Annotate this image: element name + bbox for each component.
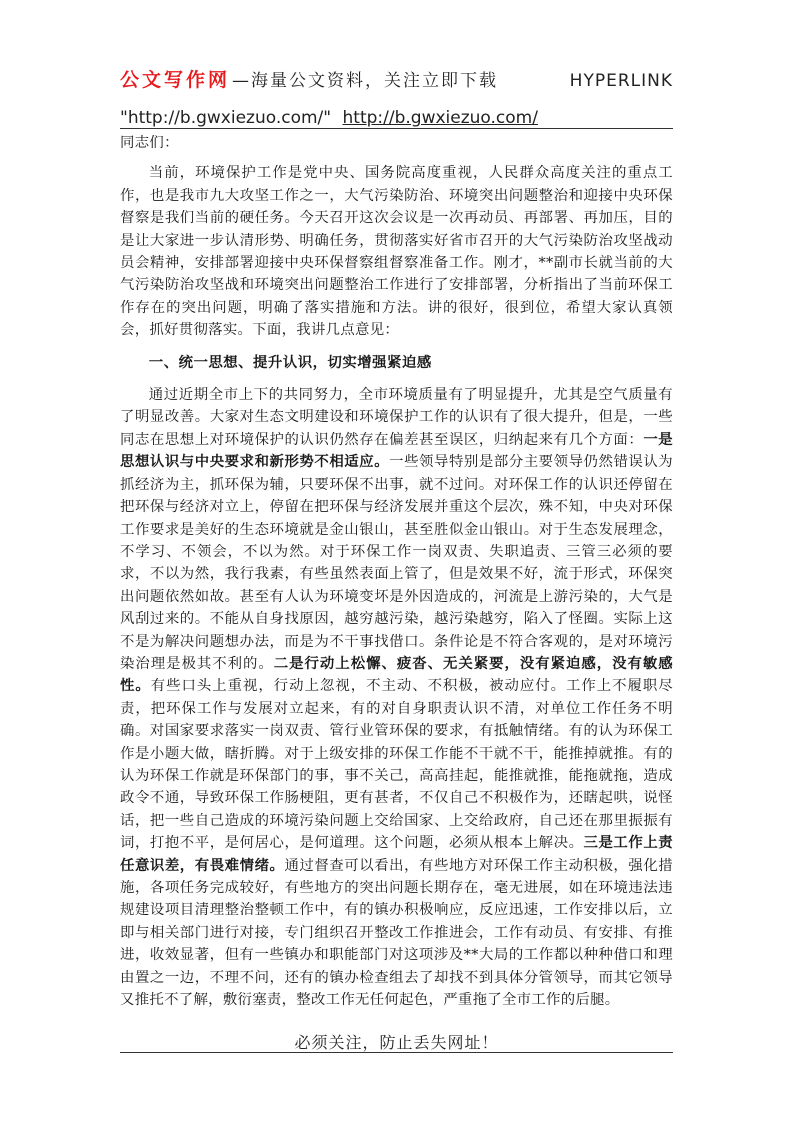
paragraph-text: 一些领导特别是部分主要领导仍然错误认为抓经济为主，抓环保为辅，只要环保不出事，就不过问。对环保工作的认识还停留在把环保与经济对立上，停留在把环保与经济发展并重这个层次，殊不知，中央对环保工作要求是美好的生态环境就是金山银山，甚至胜似金山银山。对于生态发展理念，不学习、不领会，不以为然。对于环保工作一岗双责、失职追责、三管三必须的要求，不以为然，我行我素，有些虽然表面上管了，但是效果不好，流于形式，环保突出问题依然如故。甚至有人认为环境变坏是外因造成的，河流是上游污染的，大气是风刮过来的。不能从自身找原因，越穷越污染，越污染越穷，陷入了怪圈。实际上这不是为解决问题想办法，而是为不干事找借口。条件论是不符合客观的，是对环境污染治理是极其不利的。 <box>120 454 673 672</box>
bold-point-3: 三是工作上责任意识差，有畏难情绪。 <box>120 834 673 874</box>
section-1-paragraph <box>120 384 673 1011</box>
hyperlink-field-code: HYPERLINK <box>569 71 673 91</box>
footer-divider <box>120 1052 673 1053</box>
paragraph-text: 通过近期全市上下的共同努力，全市环境质量有了明显提升，尤其是空气质量有了明显改善。大家对生态文明建设和环境保护工作的认识有了很大提升，但是，一些同志在思想上对环境保护的认识仍然存在偏差甚至误区，归纳起来有几个方面： <box>120 387 673 448</box>
header-banner <box>120 64 673 97</box>
page-header <box>120 64 673 131</box>
site-url-link[interactable]: http://b.gwxiezuo.com/ <box>342 108 538 128</box>
section-heading-1: 一、统一思想、提升认识，切实增强紧迫感 <box>148 353 432 371</box>
site-brand[interactable]: 公文写作网 <box>120 69 231 91</box>
site-slogan: —海量公文资料，关注立即下载 <box>232 71 499 91</box>
header-divider <box>120 128 673 129</box>
paragraph-text: 通过督查可以看出，有些地方对环保工作主动积极，强化措施，各项任务完成较好，有些地方的突出问题长期存在，毫无进展，如在环境违法违规建设项目清理整治整顿工作中，有的镇办积极响应，反应迅速，工作安排以后，立即与相关部门进行对接，专门组织召开整改工作推进会，工作有动员、有安排、有推进，收效显著，但有一些镇办和职能部门对这项涉及**大局的工作都以种种借口和理由置之一边，不理不问，还有的镇办检查组去了却找不到具体分管领导，而其它领导又推托不了解，敷衍塞责，整改工作无任何起色，严重拖了全市工作的后腿。 <box>120 857 673 1009</box>
paragraph-text: 有些口头上重视，行动上忽视，不主动、不积极，被动应付。工作上不履职尽责，把环保工作与发展对立起来，有的对自身职责认识不清，对单位工作任务不明确。对国家要求落实一岗双责、管行业管环保的要求，有抵触情绪。有的认为环保工作是小题大做，瞎折腾。对于上级安排的环保工作能不干就不干，能推掉就推。有的认为环保工作就是环保部门的事，事不关己，高高挂起，能推就推，能拖就拖，造成政令不通，导致环保工作肠梗阻，更有甚者，不仅自己不积极作为，还瞎起哄，说怪话，把一些自己造成的环境污染问题上交给国家、上交给政府，自己还在那里振振有词，打抱不平，是何居心，是何道理。这个问题，必须从根本上解决。 <box>120 678 673 852</box>
document-body <box>120 132 673 1011</box>
intro-paragraph: 当前，环境保护工作是党中央、国务院高度重视，人民群众高度关注的重点工作，也是我市九大攻坚工作之一，大气污染防治、环境突出问题整治和迎接中央环保督察是我们当前的硬任务。今天召开这次会议是一次再动员、再部署、再加压，目的是让大家进一步认清形势、明确任务，贯彻落实好省市召开的大气污染防治攻坚战动员会精神，安排部署迎接中央环保督察组督察准备工作。刚才，**副市长就当前的大气污染防治攻坚战和环境突出问题整治工作进行了安排部署，分析指出了当前环保工作存在的突出问题，明确了落实措施和方法。讲的很好，很到位，希望大家认真领会，抓好贯彻落实。下面，我讲几点意见： <box>120 165 673 339</box>
bold-point-1: 一是思想认识与中央要求和新形势不相适应。 <box>120 430 673 471</box>
greeting: 同志们： <box>120 135 179 151</box>
bold-point-2: 二是行动上松懈、疲沓、无关紧要，没有紧迫感，没有敏感性。 <box>120 654 673 695</box>
page-footer-note: 必须关注，防止丢失网址！ <box>294 1033 499 1052</box>
url-field-code: "http://b.gwxiezuo.com/" <box>120 108 332 128</box>
